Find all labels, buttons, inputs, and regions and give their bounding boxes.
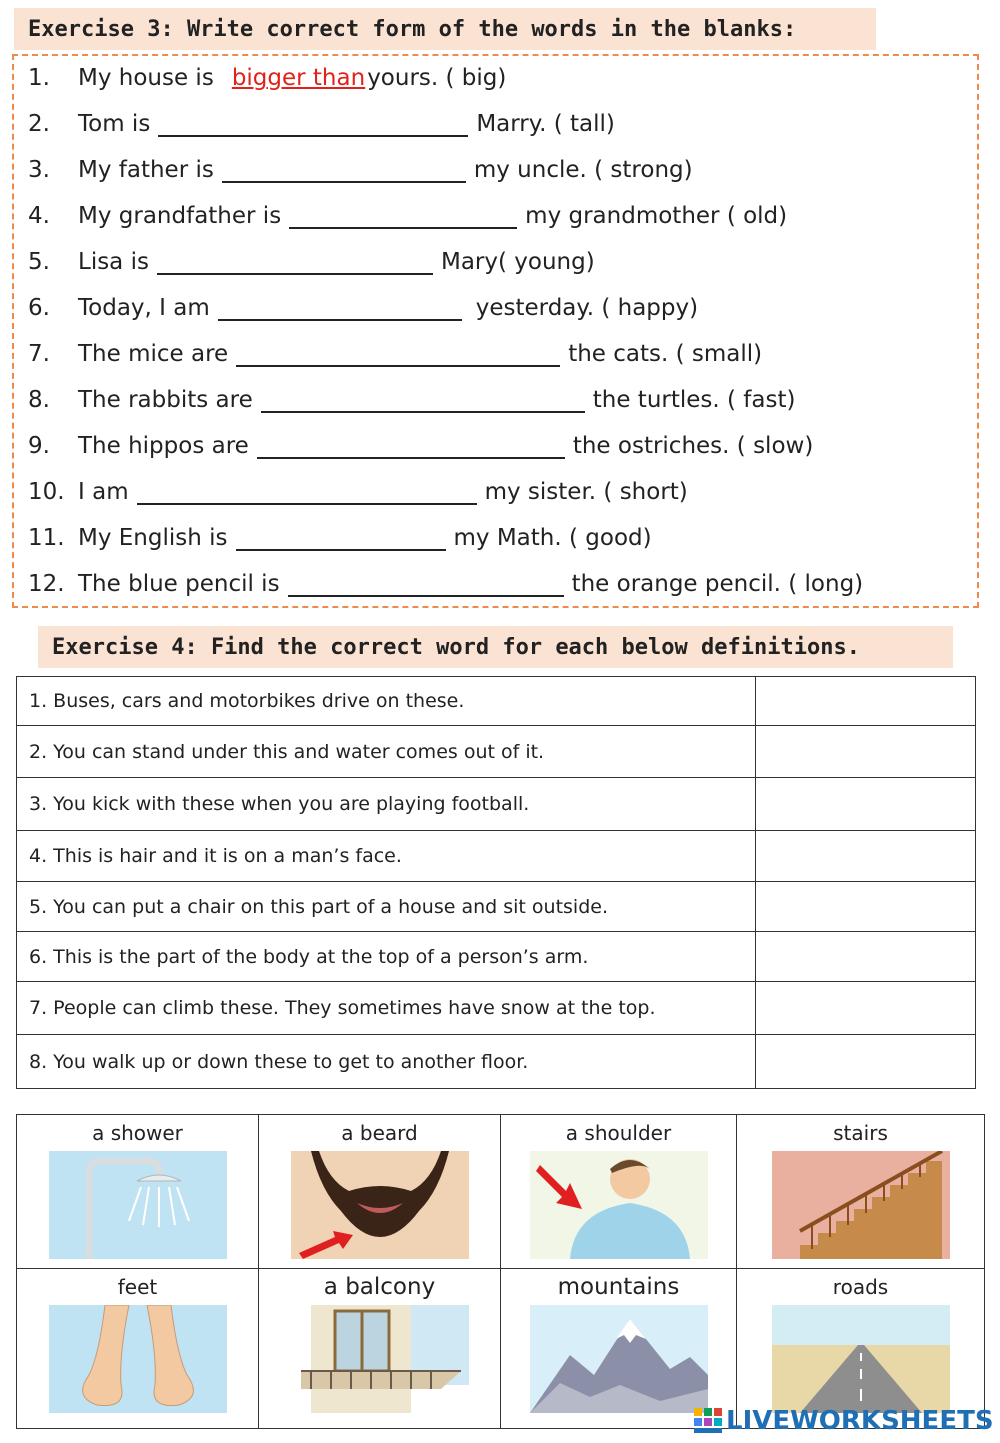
word-label: stairs bbox=[833, 1121, 888, 1145]
word-card bbox=[17, 1269, 259, 1429]
exercise3-item-12: 12. The blue pencil is the orange pencil. ( long) bbox=[28, 571, 864, 597]
shower-image bbox=[49, 1151, 227, 1259]
table-row bbox=[17, 778, 976, 831]
word-bank-row bbox=[17, 1115, 985, 1269]
exercise3-item-1: 1. My house is bigger than yours. ( big) bbox=[28, 65, 507, 91]
word-card bbox=[259, 1115, 501, 1269]
liveworksheets-logo: LIVEWORKSHEETS bbox=[694, 1406, 994, 1436]
answer-input-8[interactable] bbox=[261, 387, 585, 413]
word-card bbox=[737, 1115, 985, 1269]
answer-input-2[interactable] bbox=[158, 111, 468, 137]
exercise3-item-9: 9. The hippos are the ostriches. ( slow) bbox=[28, 433, 814, 459]
definition-text: 1. Buses, cars and motorbikes drive on these. bbox=[17, 677, 756, 726]
word-label: a shoulder bbox=[565, 1121, 672, 1145]
table-row bbox=[17, 1035, 976, 1089]
word-label: roads bbox=[832, 1275, 889, 1299]
word-card bbox=[737, 1269, 985, 1429]
word-card bbox=[17, 1115, 259, 1269]
exercise3-item-10: 10. I am my sister. ( short) bbox=[28, 479, 688, 505]
answer-input-9[interactable] bbox=[257, 433, 565, 459]
exercise3-item-11: 11. My English is my Math. ( good) bbox=[28, 525, 652, 551]
exercise3-item-3: 3. My father is my uncle. ( strong) bbox=[28, 157, 693, 183]
answer-cell-2[interactable] bbox=[756, 726, 976, 778]
answer-cell-3[interactable] bbox=[756, 778, 976, 831]
table-row bbox=[17, 831, 976, 882]
beard-image bbox=[291, 1151, 469, 1259]
feet-image bbox=[49, 1305, 227, 1413]
answer-cell-4[interactable] bbox=[756, 831, 976, 882]
definition-text: 2. You can stand under this and water comes out of it. bbox=[17, 726, 756, 778]
word-label: feet bbox=[117, 1275, 158, 1299]
answer-input-3[interactable] bbox=[222, 157, 466, 183]
answer-cell-8[interactable] bbox=[756, 1035, 976, 1089]
word-label: a balcony bbox=[323, 1274, 436, 1300]
word-card bbox=[501, 1115, 737, 1269]
exercise3-box bbox=[12, 54, 979, 608]
answer-input-11[interactable] bbox=[236, 525, 446, 551]
exercise4-title: Exercise 4: Find the correct word for each below definitions. bbox=[38, 626, 953, 668]
exercise3-title: Exercise 3: Write correct form of the words in the blanks: bbox=[14, 8, 876, 50]
mountains-image bbox=[530, 1305, 708, 1413]
answer-cell-6[interactable] bbox=[756, 932, 976, 982]
exercise3-item-8: 8. The rabbits are the turtles. ( fast) bbox=[28, 387, 796, 413]
table-row bbox=[17, 677, 976, 726]
word-label: a beard bbox=[341, 1121, 418, 1145]
word-bank-row bbox=[17, 1269, 985, 1429]
definitions-table bbox=[16, 676, 976, 1089]
exercise3-item-6: 6. Today, I am yesterday. ( happy) bbox=[28, 295, 699, 321]
answer-input-7[interactable] bbox=[236, 341, 560, 367]
word-label: a shower bbox=[92, 1121, 183, 1145]
exercise3-item-5: 5. Lisa is Mary( young) bbox=[28, 249, 595, 275]
table-row bbox=[17, 932, 976, 982]
answer-input-5[interactable] bbox=[157, 249, 433, 275]
word-bank-table bbox=[16, 1114, 985, 1429]
exercise3-item-4: 4. My grandfather is my grandmother ( old) bbox=[28, 203, 788, 229]
answer-input-4[interactable] bbox=[289, 203, 517, 229]
table-row bbox=[17, 726, 976, 778]
table-row bbox=[17, 982, 976, 1035]
answer-input-10[interactable] bbox=[137, 479, 477, 505]
stairs-image bbox=[772, 1151, 950, 1259]
word-card bbox=[259, 1269, 501, 1429]
word-label: mountains bbox=[557, 1274, 680, 1300]
exercise3-item-7: 7. The mice are the cats. ( small) bbox=[28, 341, 763, 367]
answer-input-6[interactable] bbox=[218, 295, 462, 321]
answer-cell-5[interactable] bbox=[756, 882, 976, 932]
balcony-image bbox=[291, 1305, 469, 1413]
answer-cell-7[interactable] bbox=[756, 982, 976, 1035]
word-card bbox=[501, 1269, 737, 1429]
roads-image bbox=[772, 1305, 950, 1413]
definition-text: 5. You can put a chair on this part of a house and sit outside. bbox=[17, 882, 756, 932]
shoulder-image bbox=[530, 1151, 708, 1259]
definition-text: 3. You kick with these when you are playing football. bbox=[17, 778, 756, 831]
table-row bbox=[17, 882, 976, 932]
exercise3-item-2: 2. Tom is Marry. ( tall) bbox=[28, 111, 615, 137]
liveworksheets-icon bbox=[694, 1408, 722, 1434]
answer-input-12[interactable] bbox=[288, 571, 564, 597]
definition-text: 4. This is hair and it is on a man’s face. bbox=[17, 831, 756, 882]
definition-text: 7. People can climb these. They sometimes have snow at the top. bbox=[17, 982, 756, 1035]
answer-cell-1[interactable] bbox=[756, 677, 976, 726]
definition-text: 6. This is the part of the body at the top of a person’s arm. bbox=[17, 932, 756, 982]
answer-input-1[interactable]: bigger than bbox=[231, 65, 366, 91]
definition-text: 8. You walk up or down these to get to another floor. bbox=[17, 1035, 756, 1089]
